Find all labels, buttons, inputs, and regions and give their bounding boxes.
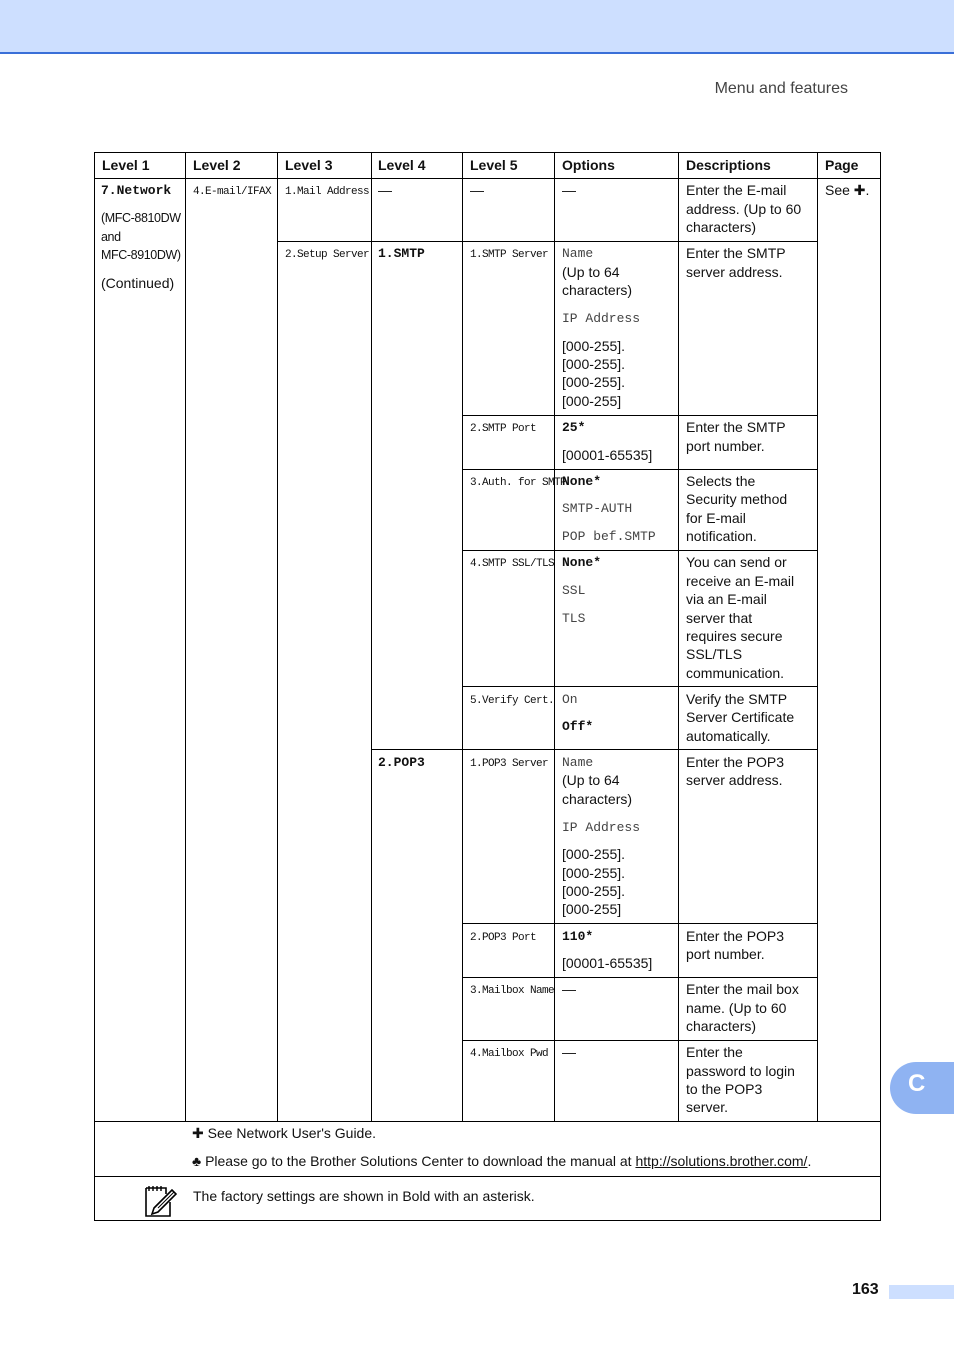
header-options: Options (562, 157, 615, 173)
opt-pop3-port-default: 110* (562, 929, 594, 944)
level5-smtp-port: 2.SMTP Port (470, 423, 537, 435)
level3-setup-server: 2.Setup Server (285, 249, 370, 261)
header-descriptions: Descriptions (686, 157, 771, 173)
desc-mail-2: address. (Up to 60 (686, 201, 802, 217)
level1-model-1: (MFC-8810DW (101, 211, 181, 225)
opt-smtp-port-range: [00001-65535] (562, 447, 653, 463)
opt-smtp-port-default: 25* (562, 420, 586, 435)
desc-mailbox-pwd-2: password to login (686, 1063, 795, 1079)
desc-smtp-server-1: Enter the SMTP (686, 245, 786, 261)
opt-smtp-name-detail-1: (Up to 64 (562, 264, 620, 280)
level5-dash: — (470, 182, 484, 198)
chapter-tab-letter: C (908, 1070, 926, 1097)
opt-smtp-ip-detail-2: [000-255]. (562, 356, 626, 372)
desc-ssl-4: server that (686, 610, 753, 626)
desc-ssl-1: You can send or (686, 554, 787, 570)
note-factory-settings: The factory settings are shown in Bold with an asterisk. (193, 1188, 535, 1204)
level5-auth-smtp: 3.Auth. for SMTP (470, 477, 567, 489)
desc-auth-4: notification. (686, 528, 757, 544)
opt-pop3-port-range: [00001-65535] (562, 955, 653, 971)
footnote-network-guide: ✚ See Network User's Guide. (192, 1125, 377, 1141)
level5-smtp-ssl-tls: 4.SMTP SSL/TLS (470, 558, 555, 570)
header-level3: Level 3 (285, 157, 333, 173)
desc-mailbox-pwd-4: server. (686, 1099, 729, 1115)
opt-smtp-ip-detail-3: [000-255]. (562, 374, 626, 390)
desc-ssl-2: receive an E-mail (686, 573, 795, 589)
opt-smtp-name: Name (562, 246, 594, 261)
header-level1: Level 1 (102, 157, 150, 173)
desc-mailbox-name-2: name. (Up to 60 (686, 1000, 787, 1016)
opt-pop3-name-detail-1: (Up to 64 (562, 772, 620, 788)
desc-mailbox-name-1: Enter the mail box (686, 981, 799, 997)
opt-smtp-ip: IP Address (562, 311, 641, 326)
opt-pop3-ip: IP Address (562, 820, 641, 835)
note-pencil-icon (142, 1182, 178, 1218)
opt-auth-pop-bef-smtp: POP bef.SMTP (562, 529, 656, 544)
opt-auth-smtp-auth: SMTP-AUTH (562, 501, 633, 516)
desc-smtp-server-2: server address. (686, 264, 783, 280)
footnote-solutions-center (192, 1153, 811, 1169)
desc-mailbox-name-3: characters) (686, 1018, 757, 1034)
page-number: 163 (852, 1281, 879, 1298)
desc-smtp-port-1: Enter the SMTP (686, 419, 786, 435)
desc-ssl-3: via an E-mail (686, 591, 767, 607)
desc-mailbox-pwd-3: to the POP3 (686, 1081, 763, 1097)
desc-verify-3: automatically. (686, 728, 771, 744)
opt-pop3-name-detail-2: characters) (562, 791, 633, 807)
level1-model-2: and (101, 230, 121, 244)
desc-pop3-port-2: port number. (686, 946, 765, 962)
desc-auth-2: Security method (686, 491, 788, 507)
footnote-solutions-end: . (807, 1153, 812, 1169)
level3-mail-address: 1.Mail Address (285, 186, 370, 198)
top-banner (0, 0, 954, 54)
desc-ssl-5: requires secure (686, 628, 783, 644)
level1-continued: (Continued) (101, 275, 175, 291)
desc-pop3-server-2: server address. (686, 772, 783, 788)
level5-mailbox-pwd: 4.Mailbox Pwd (470, 1048, 549, 1060)
desc-auth-3: for E-mail (686, 510, 746, 526)
level4-pop3: 2.POP3 (378, 755, 425, 770)
opt-pop3-ip-detail-3: [000-255]. (562, 883, 626, 899)
opt-pop3-ip-detail-2: [000-255]. (562, 865, 626, 881)
level5-smtp-server: 1.SMTP Server (470, 249, 549, 261)
desc-mailbox-pwd-1: Enter the (686, 1044, 743, 1060)
opt-ssl-ssl: SSL (562, 583, 586, 598)
desc-verify-2: Server Certificate (686, 709, 795, 725)
opt-ssl-none: None* (562, 555, 602, 570)
desc-mail-1: Enter the E-mail (686, 182, 787, 198)
level4-smtp: 1.SMTP (378, 246, 425, 261)
opt-mailbox-name-dash: — (562, 981, 576, 997)
header-level5: Level 5 (470, 157, 518, 173)
desc-ssl-6: SSL/TLS (686, 646, 743, 662)
desc-auth-1: Selects the (686, 473, 756, 489)
opt-ssl-tls: TLS (562, 611, 586, 626)
header-level2: Level 2 (193, 157, 241, 173)
opt-pop3-ip-detail-1: [000-255]. (562, 846, 626, 862)
desc-pop3-server-1: Enter the POP3 (686, 754, 785, 770)
options-dash: — (562, 182, 576, 198)
page-number-bar (889, 1285, 954, 1299)
header-level4: Level 4 (378, 157, 426, 173)
level5-verify-cert: 5.Verify Cert. (470, 695, 555, 707)
opt-pop3-ip-detail-4: [000-255] (562, 901, 622, 917)
opt-auth-none: None* (562, 474, 602, 489)
level5-pop3-port: 2.POP3 Port (470, 932, 537, 944)
level2-email-ifax: 4.E-mail/IFAX (193, 186, 272, 198)
opt-smtp-ip-detail-4: [000-255] (562, 393, 622, 409)
desc-mail-3: characters) (686, 219, 757, 235)
level1-model-3: MFC-8910DW) (101, 248, 181, 262)
level1-network: 7.Network (101, 183, 172, 198)
solutions-link[interactable]: http://solutions.brother.com/ (635, 1153, 808, 1169)
level4-dash: — (378, 182, 392, 198)
opt-verify-on: On (562, 692, 578, 707)
footnote-solutions-text: ♣ Please go to the Brother Solutions Center to download the manual at (192, 1153, 636, 1169)
desc-smtp-port-2: port number. (686, 438, 765, 454)
opt-pop3-name: Name (562, 755, 594, 770)
desc-ssl-7: communication. (686, 665, 785, 681)
level5-pop3-server: 1.POP3 Server (470, 758, 549, 770)
chapter-tab (890, 1062, 954, 1114)
opt-smtp-ip-detail-1: [000-255]. (562, 338, 626, 354)
menu-table (94, 152, 881, 1221)
page-reference: See ✚. (825, 182, 870, 198)
opt-smtp-name-detail-2: characters) (562, 282, 633, 298)
opt-verify-off: Off* (562, 719, 594, 734)
level5-mailbox-name: 3.Mailbox Name (470, 985, 555, 997)
desc-verify-1: Verify the SMTP (686, 691, 788, 707)
header-page: Page (825, 157, 859, 173)
opt-mailbox-pwd-dash: — (562, 1044, 576, 1060)
desc-pop3-port-1: Enter the POP3 (686, 928, 785, 944)
section-title: Menu and features (714, 80, 848, 97)
